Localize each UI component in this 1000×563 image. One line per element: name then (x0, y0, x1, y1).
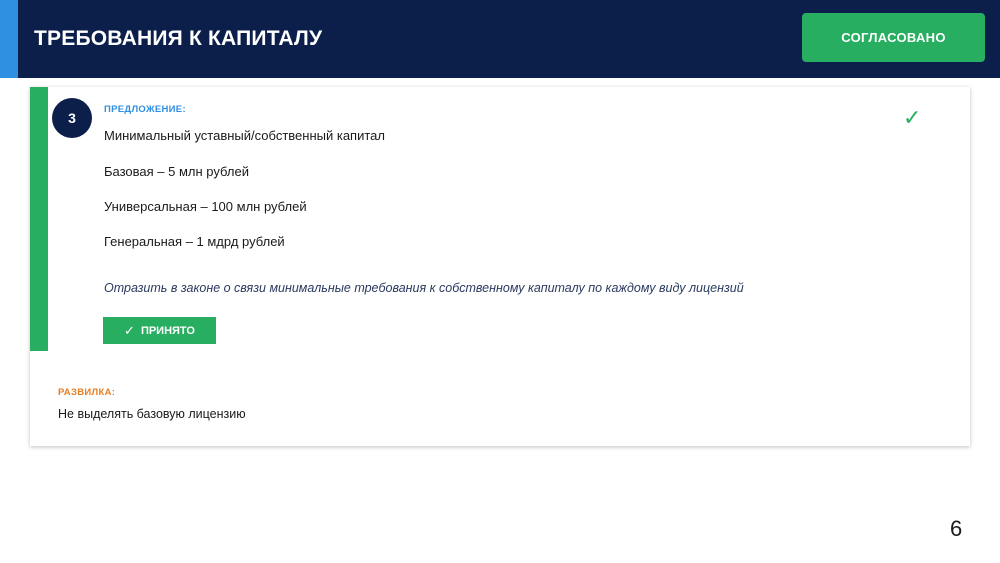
step-number-badge: 3 (52, 98, 92, 138)
accepted-button[interactable] (103, 317, 216, 344)
proposal-line-basic: Базовая – 5 млн рублей (104, 164, 249, 179)
proposal-line-universal: Универсальная – 100 млн рублей (104, 199, 307, 214)
header-accent-stripe (0, 0, 18, 78)
proposal-label: ПРЕДЛОЖЕНИЕ: (104, 104, 186, 115)
check-icon: ✓ (903, 105, 922, 130)
header-bar (0, 0, 1000, 78)
card-accent-bar (30, 87, 48, 351)
proposal-card (30, 87, 970, 446)
fork-label: РАЗВИЛКА: (58, 387, 116, 398)
approved-status-button[interactable]: СОГЛАСОВАНО (802, 13, 985, 62)
proposal-line-capital: Минимальный уставный/собственный капитал (104, 128, 385, 143)
page-number: 6 (950, 516, 963, 541)
fork-text: Не выделять базовую лицензию (58, 407, 246, 421)
checkmark-icon: ✓ (124, 322, 135, 338)
accepted-label: ПРИНЯТО (140, 324, 195, 337)
page-title: ТРЕБОВАНИЯ К КАПИТАЛУ (34, 27, 323, 50)
proposal-line-general: Генеральная – 1 мдрд рублей (104, 234, 285, 249)
proposal-note: Отразить в законе о связи минимальные требования к собственному капиталу по каждому виду лицензий (104, 281, 744, 295)
